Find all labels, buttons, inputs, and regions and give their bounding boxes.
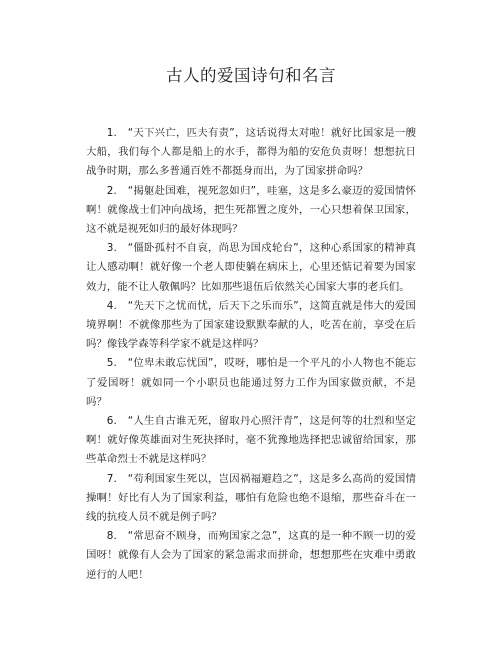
paragraph-5: 5. “位卑未敢忘忧国”，哎呀，哪怕是一个平凡的小人物也不能忘了爱国呀！就如同一个小职员也能通过努力工作为国家做贡献，不是吗？: [86, 357, 416, 408]
page-title: 古人的爱国诗句和名言: [166, 66, 336, 85]
paragraph-6: 6. “人生自古谁无死，留取丹心照汗青”，这是何等的壮烈和坚定啊！就好像英雄面对生死抉择时，毫不犹豫地选择把忠诚留给国家，那些革命烈士不就是这样吗？: [86, 415, 416, 466]
paragraph-3: 3. “僵卧孤村不自哀，尚思为国戍轮台”，这种心系国家的精神真让人感动啊！就好像一个老人即使躺在病床上，心里还惦记着要为国家效力，能不让人敬佩吗？比如那些退伍后依然关心国家大事的老兵们。: [86, 242, 416, 293]
document-body: [86, 124, 416, 585]
paragraph-2: 2. “揭躯赴国难，视死忽如归”，哇塞，这是多么豪迈的爱国情怀啊！就像战士们冲向战场，把生死都置之度外，一心只想着保卫国家，这不就是视死如归的最好体现吗？: [86, 184, 416, 236]
paragraph-7: 7. “苟利国家生死以，岂因祸福避趋之”，这是多么高尚的爱国情操啊！好比有人为了国家利益，哪怕有危险也绝不退缩，那些奋斗在一线的抗疫人员不就是例子吗？: [86, 472, 416, 524]
paragraph-4: 4. “先天下之忧而忧，后天下之乐而乐”，这简直就是伟大的爱国境界啊！不就像那些为了国家建设默默奉献的人，吃苦在前，享受在后吗？像钱学森等科学家不就是这样吗？: [86, 299, 416, 351]
paragraph-1: 1. “天下兴亡，匹夫有责”，这话说得太对啦！就好比国家是一艘大船，我们每个人都是船上的水手，都得为船的安危负责呀！想想抗日战争时期，那么多普通百姓不都挺身而出，为了国家拼命吗？: [86, 127, 416, 178]
paragraph-8: 8. “常思奋不顾身，而殉国家之急”，这真的是一种不顾一切的爱国呀！就像有人会为了国家的紧急需求而拼命，想想那些在灾难中勇敢逆行的人吧！: [86, 530, 416, 581]
